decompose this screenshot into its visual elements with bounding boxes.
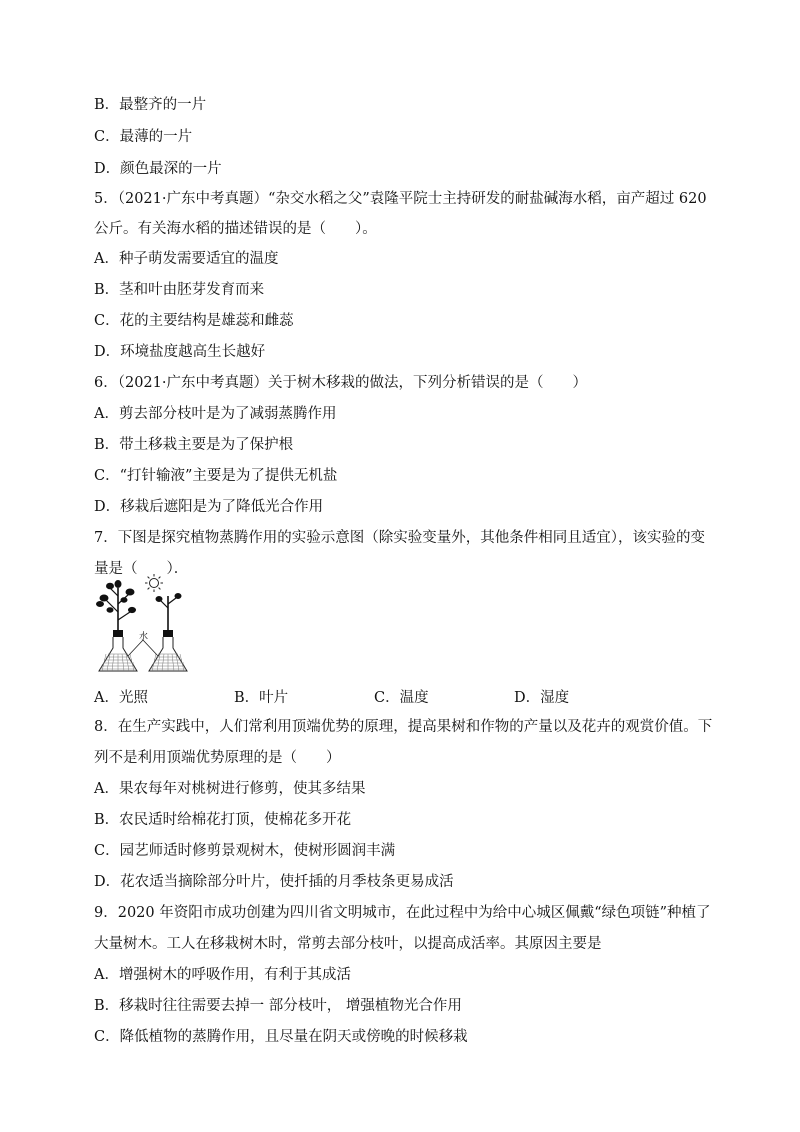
q7-options	[94, 686, 714, 708]
q7-stem-line-2: 量是（ ）．	[94, 561, 189, 577]
q8-option-c: C．园艺师适时修剪景观树木，使树形圆润丰满	[94, 843, 396, 859]
q5-stem-line-2: 公斤。有关海水稻的描述错误的是（ ）。	[94, 221, 377, 237]
q5-option-d: D．环境盐度越高生长越好	[94, 344, 266, 360]
q9-option-a: A．增强树木的呼吸作用，有利于其成活	[94, 967, 351, 983]
q7-option-a: A．光照	[94, 690, 148, 706]
q6-option-c: C．“打针输液”主要是为了提供无机盐	[94, 468, 338, 484]
q7-option-c: C．温度	[374, 690, 429, 706]
q9-option-c: C．降低植物的蒸腾作用，且尽量在阴天或傍晚的时候移栽	[94, 1029, 468, 1045]
q5-stem-line-1: 5．（2021·广东中考真题）“杂交水稻之父”袁隆平院士主持研发的耐盐碱海水稻，亩产超过 620	[94, 191, 707, 207]
q4-option-c: C．最薄的一片	[94, 129, 193, 145]
water-label: 水	[139, 632, 149, 642]
q8-option-d: D．花农适当摘除部分叶片，使扦插的月季枝条更易成活	[94, 874, 454, 890]
q6-option-d: D．移栽后遮阳是为了降低光合作用	[94, 499, 324, 515]
q9-option-b: B．移栽时往往需要去掉一 部分枝叶， 增强植物光合作用	[94, 998, 462, 1014]
q5-option-a: A．种子萌发需要适宜的温度	[94, 251, 279, 267]
q7-stem-line-1: 7．下图是探究植物蒸腾作用的实验示意图（除实验变量外，其他条件相同且适宜），该实验的变	[94, 530, 705, 546]
q9-stem-line-2: 大量树木。工人在移栽树木时，常剪去部分枝叶，以提高成活率。其原因主要是	[94, 936, 602, 952]
q4-option-d: D．颜色最深的一片	[94, 161, 222, 177]
transpiration-experiment-figure	[92, 574, 208, 678]
water-pointer	[128, 640, 158, 656]
q4-option-b: B．最整齐的一片	[94, 97, 207, 113]
q8-stem-line-2: 列不是利用顶端优势原理的是（ ）	[94, 750, 341, 766]
q8-stem-line-1: 8．在生产实践中，人们常利用顶端优势的原理，提高果树和作物的产量以及花卉的观赏价值。下	[94, 719, 713, 735]
q9-stem-line-1: 9．2020 年资阳市成功创建为四川省文明城市，在此过程中为给中心城区佩戴“绿色项链”种植了	[94, 905, 711, 921]
q8-option-b: B．农民适时给棉花打顶，使棉花多开花	[94, 812, 352, 828]
right-flask	[149, 637, 187, 671]
q7-option-d: D．湿度	[514, 690, 570, 706]
q6-option-b: B．带土移栽主要是为了保护根	[94, 437, 294, 453]
q6-stem: 6．（2021·广东中考真题）关于树木移栽的做法，下列分析错误的是（ ）	[94, 375, 587, 391]
q7-option-b: B．叶片	[234, 690, 289, 706]
left-flask	[99, 637, 137, 671]
leafless-plant	[156, 594, 181, 635]
sun-icon	[145, 574, 163, 592]
q6-option-a: A．剪去部分枝叶是为了减弱蒸腾作用	[94, 406, 337, 422]
leafy-plant	[97, 581, 136, 635]
q5-option-b: B．茎和叶由胚芽发育而来	[94, 282, 265, 298]
q8-option-a: A．果农每年对桃树进行修剪，使其多结果	[94, 781, 366, 797]
q5-option-c: C．花的主要结构是雄蕊和雌蕊	[94, 313, 294, 329]
